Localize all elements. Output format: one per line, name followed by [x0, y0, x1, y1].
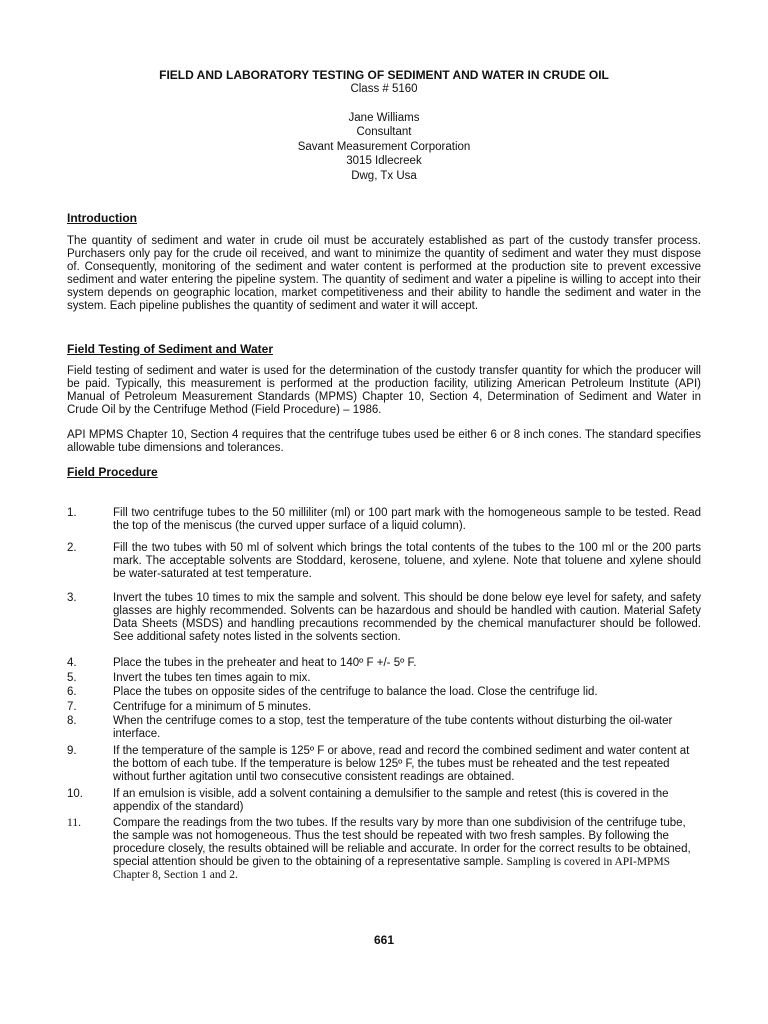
field-testing-paragraph-1: Field testing of sediment and water is used for the determination of the custody transfer quantity for which the producer will be paid. Typically, this measurement is performed at the production facility, utilizing American Petroleum Institute (API) Manual of Petroleum Measurement Standards (MPMS) Chapter 10, Section 4, Determination of Sediment and Water in Crude Oil by the Centrifuge Method (Field Procedure) – 1986.	[67, 365, 701, 417]
step-number: 7.	[67, 701, 77, 713]
step-number: 5.	[67, 672, 77, 684]
author-name: Jane Williams	[348, 112, 420, 124]
author-role: Consultant	[356, 126, 412, 139]
step-number: 6.	[67, 686, 77, 698]
step-number: 11.	[67, 817, 81, 829]
step-number: 1.	[67, 507, 77, 519]
step-number: 9.	[67, 745, 77, 757]
step-text-main: Compare the readings from the two tubes. If the results vary by more than one subdivision of the centrifuge tube, the sample was not homogeneous. Thus the test should be repeated with two fresh samples. By following the procedure closely, the results obtained will be reliable and accurate. In order for the correct results to be obtained, special attention should be given to the obtaining of a representative sample.	[113, 817, 691, 868]
class-info	[0, 82, 768, 97]
field-testing-heading: Field Testing of Sediment and Water	[67, 342, 274, 356]
step-number: 2.	[67, 542, 77, 554]
step-text: Invert the tubes ten times again to mix.	[113, 672, 311, 684]
step-text: Place the tubes in the preheater and heat to 140º F +/- 5º F.	[113, 657, 417, 669]
introduction-heading: Introduction	[67, 211, 137, 225]
step-text: Centrifuge for a minimum of 5 minutes.	[113, 701, 312, 713]
field-procedure-heading: Field Procedure	[67, 465, 158, 479]
step-text	[113, 817, 701, 882]
step-text: Invert the tubes 10 times to mix the sample and solvent. This should be done below eye level for safety, and safety glasses are highly recommended. Solvents can be hazardous and should be handled with caution. Material Safety Data Sheets (MSDS) and handling precautions recommended by the chemical manufacturer should be followed. See additional safety notes listed in the solvents section.	[113, 592, 701, 643]
step-text-tail: Sampling is covered in API-MPMS Chapter 8, Section 1 and 2.	[113, 856, 671, 881]
step-text: Fill the two tubes with 50 ml of solvent which brings the total contents of the tubes to the 100 ml or the 200 parts mark. The acceptable solvents are Stoddard, kerosene, toluene, and xylene. Note that toluene and xylene should be water-saturated at test temperature.	[113, 542, 701, 580]
field-testing-paragraph-2: API MPMS Chapter 10, Section 4 requires that the centrifuge tubes used be either 6 or 8 inch cones. The standard specifies allowable tube dimensions and tolerances.	[67, 429, 701, 455]
step-number: 8.	[67, 715, 77, 727]
document-title: FIELD AND LABORATORY TESTING OF SEDIMENT AND WATER IN CRUDE OIL	[159, 68, 609, 82]
page-number: 661	[373, 933, 395, 947]
author-street: 3015 Idlecreek	[346, 155, 422, 168]
class-number: Class # 5160	[350, 83, 418, 95]
step-text: If an emulsion is visible, add a solvent containing a demulsifier to the sample and retest (this is covered in the appendix of the standard)	[113, 788, 669, 813]
step-number: 4.	[67, 657, 77, 669]
step-number: 10.	[67, 788, 83, 800]
step-text: Fill two centrifuge tubes to the 50 milliliter (ml) or 100 part mark with the homogeneous sample to be tested. Read the top of the meniscus (the curved upper surface of a liquid column).	[113, 507, 701, 532]
author-block	[0, 111, 768, 183]
step-text: If the temperature of the sample is 125º F or above, read and record the combined sediment and water content at the bottom of each tube. If the temperature is below 125º F, the tubes must be reheated and the test repeated without further agitation until two consecutive consistent readings are obtained.	[113, 745, 690, 783]
author-company: Savant Measurement Corporation	[297, 140, 471, 153]
step-number: 3.	[67, 592, 77, 604]
author-city: Dwg, Tx Usa	[351, 169, 417, 182]
introduction-paragraph: The quantity of sediment and water in crude oil must be accurately established as part of the custody transfer process. Purchasers only pay for the crude oil received, and want to minimize the quantity of sediment and water they must dispose of. Consequently, monitoring of the sediment and water content is performed at the production site to prevent excessive sediment and water entering the pipeline system. The quantity of sediment and water a pipeline is willing to accept into their system depends on geographic location, market competitiveness and their ability to handle the sediment and water in the system. Each pipeline publishes the quantity of sediment and water it will accept.	[67, 235, 701, 313]
step-text: Place the tubes on opposite sides of the centrifuge to balance the load. Close the centrifuge lid.	[113, 686, 598, 698]
step-text: When the centrifuge comes to a stop, test the temperature of the tube contents without disturbing the oil-water interface.	[113, 715, 673, 740]
